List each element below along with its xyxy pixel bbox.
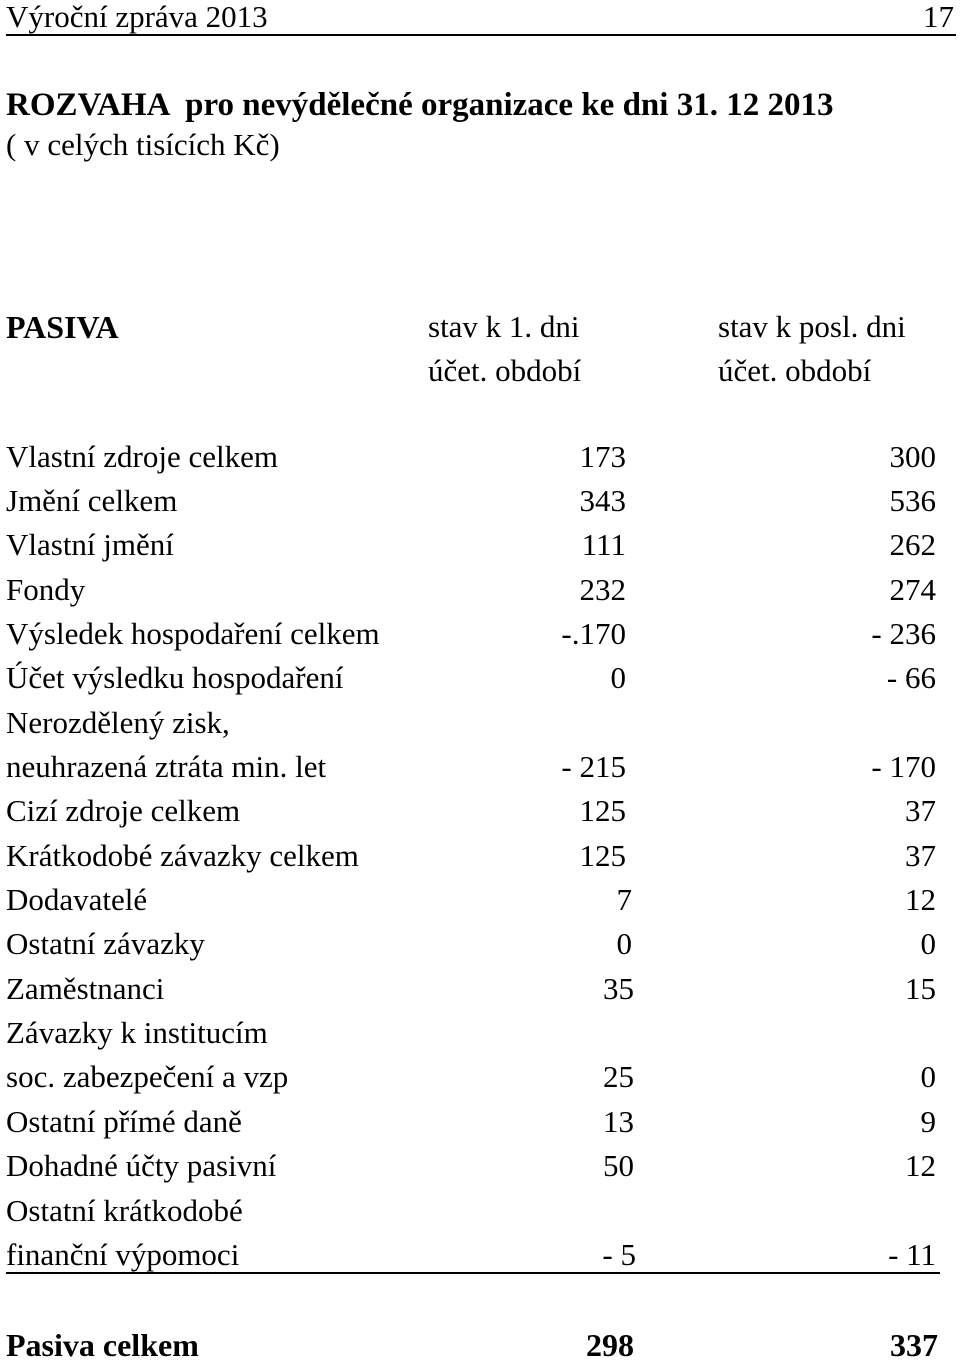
row-end-value: 262: [889, 527, 936, 562]
row-end-value: 300: [889, 439, 936, 474]
row-end-value: 0: [920, 926, 936, 961]
row-start-value: 50: [603, 1148, 634, 1183]
row-start-value: - 5: [602, 1237, 636, 1272]
row-label: Dodavatelé: [6, 882, 148, 917]
row-end-value: - 236: [871, 616, 936, 651]
row-label: Účet výsledku hospodaření: [6, 660, 344, 695]
row-end-value: 12: [905, 1148, 936, 1183]
row-end-value: 274: [889, 572, 936, 607]
row-end-value: 15: [905, 971, 936, 1006]
currency-note: ( v celých tisících Kč): [6, 127, 280, 162]
column2-header-line2: účet. období: [718, 353, 872, 388]
row-label: Vlastní jmění: [6, 527, 174, 562]
row-label: soc. zabezpečení a vzp: [6, 1059, 289, 1094]
row-start-value: 13: [603, 1104, 634, 1139]
row-end-value: - 11: [888, 1237, 936, 1272]
row-start-value: 0: [616, 926, 632, 961]
row-label: Ostatní přímé daně: [6, 1104, 242, 1139]
row-label: neuhrazená ztráta min. let: [6, 749, 327, 784]
column1-header-line1: stav k 1. dni: [428, 309, 580, 344]
row-label: Zaměstnanci: [6, 971, 165, 1006]
total-end-value: 337: [890, 1327, 938, 1363]
row-start-value: 7: [616, 882, 632, 917]
row-end-value: 37: [905, 793, 936, 828]
row-end-value: - 66: [886, 660, 936, 695]
row-label: Dohadné účty pasivní: [6, 1148, 277, 1183]
row-label: Jmění celkem: [6, 483, 178, 518]
row-label: Výsledek hospodaření celkem: [6, 616, 380, 651]
row-start-value: 232: [579, 572, 626, 607]
row-end-value: 12: [905, 882, 936, 917]
row-start-value: 25: [603, 1059, 634, 1094]
row-start-value: 35: [603, 971, 634, 1006]
report-title: Výroční zpráva 2013: [6, 0, 268, 34]
row-start-value: 343: [579, 483, 626, 518]
row-start-value: 125: [579, 793, 626, 828]
column1-header-line2: účet. období: [428, 353, 582, 388]
row-label: Závazky k institucím: [6, 1015, 268, 1050]
column2-header-line1: stav k posl. dni: [718, 309, 906, 344]
row-label: Nerozdělený zisk,: [6, 705, 230, 740]
row-start-value: 0: [610, 660, 626, 695]
row-label: Krátkodobé závazky celkem: [6, 838, 359, 873]
row-start-value: -.170: [561, 616, 626, 651]
total-separator-line: [6, 1272, 940, 1274]
row-end-value: 0: [920, 1059, 936, 1094]
row-label: Ostatní krátkodobé: [6, 1193, 243, 1228]
row-end-value: 37: [905, 838, 936, 873]
row-label: Ostatní závazky: [6, 926, 205, 961]
total-start-value: 298: [586, 1327, 634, 1363]
row-start-value: 125: [579, 838, 626, 873]
row-start-value: 111: [581, 527, 626, 562]
row-label: Cizí zdroje celkem: [6, 793, 241, 828]
total-label: Pasiva celkem: [6, 1327, 199, 1363]
row-end-value: 9: [920, 1104, 936, 1139]
page-number: 17: [923, 0, 954, 34]
row-start-value: - 215: [561, 749, 626, 784]
balance-sheet-title: ROZVAHA pro nevýdělečné organizace ke dni 31. 12 2013: [6, 87, 834, 123]
row-label: Vlastní zdroje celkem: [6, 439, 279, 474]
page-header: [6, 0, 956, 36]
row-end-value: 536: [889, 483, 936, 518]
row-label: finanční výpomoci: [6, 1237, 240, 1272]
row-start-value: 173: [579, 439, 626, 474]
row-label: Fondy: [6, 572, 86, 607]
section-label: PASIVA: [6, 309, 119, 345]
row-end-value: - 170: [871, 749, 936, 784]
